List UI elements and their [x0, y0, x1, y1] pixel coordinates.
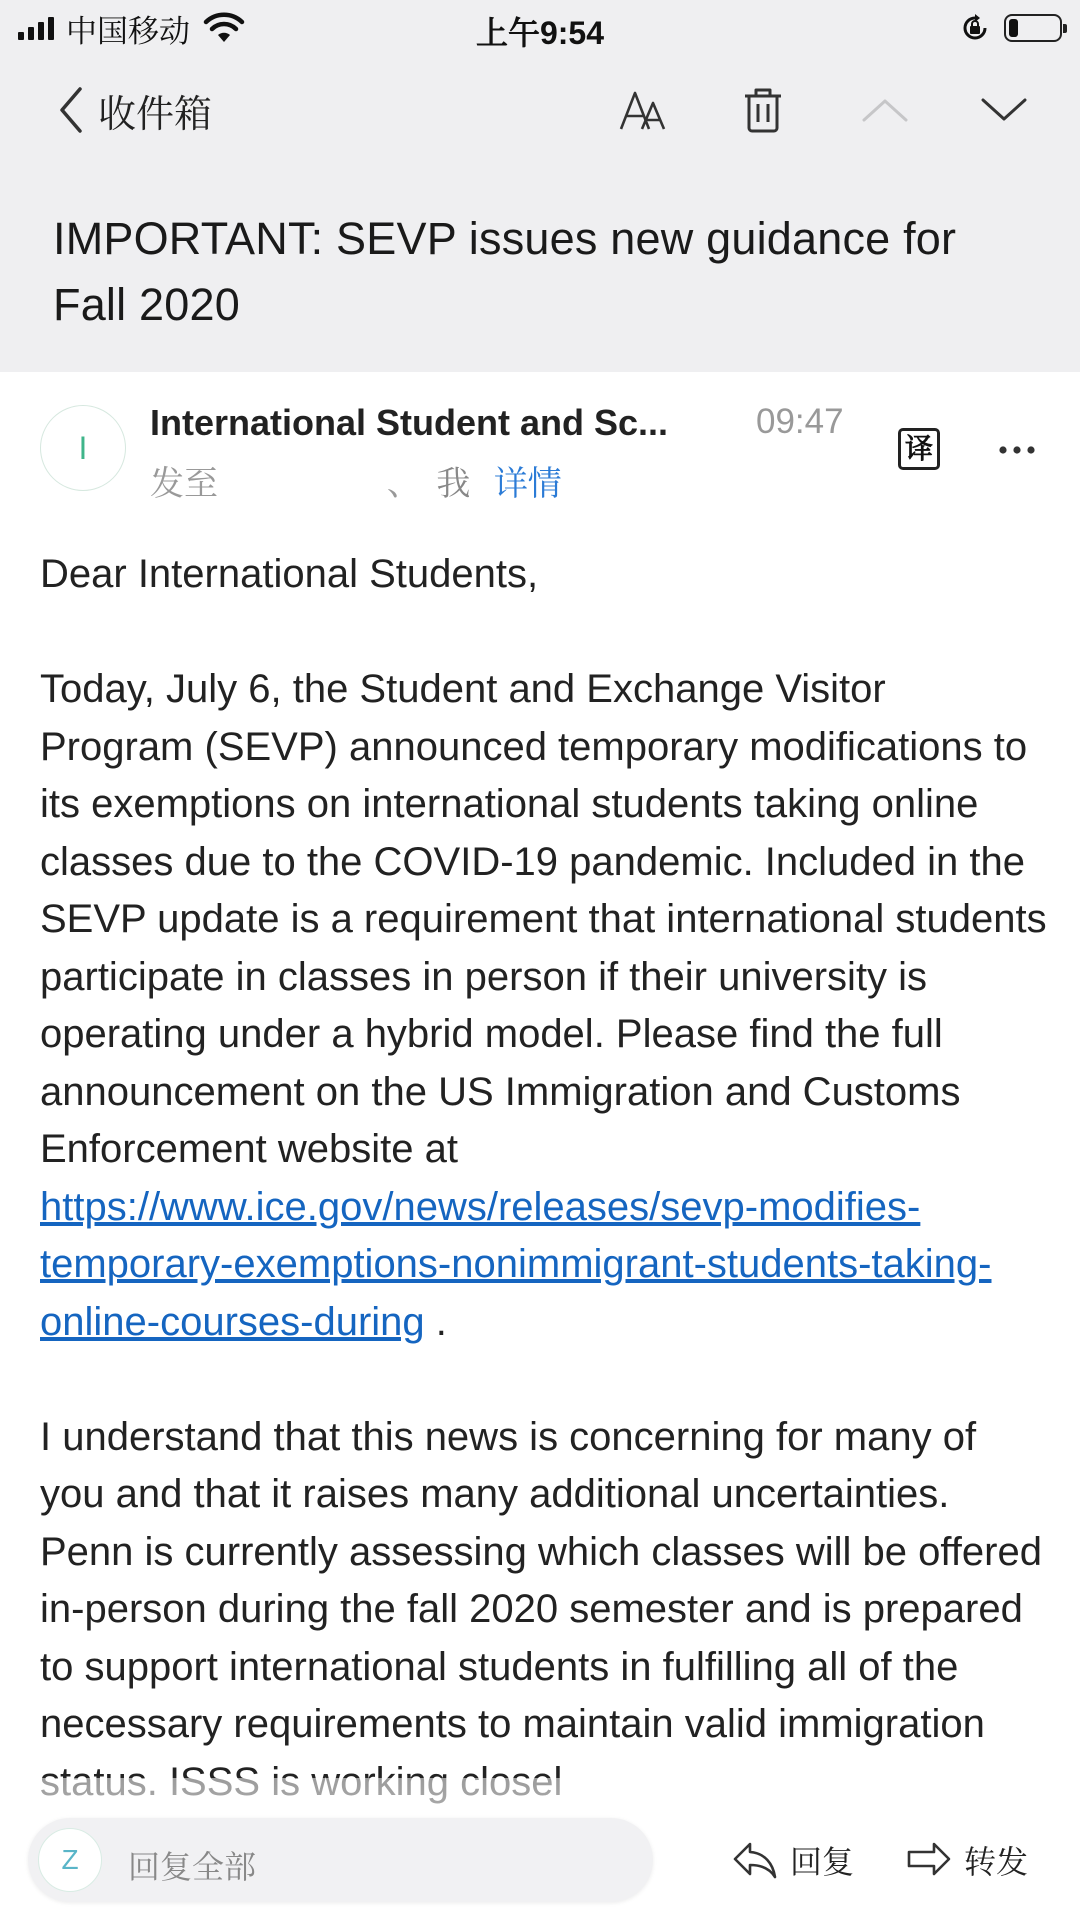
forward-icon	[906, 1840, 952, 1880]
previous-mail-button[interactable]	[855, 80, 915, 140]
email-body	[40, 546, 1050, 1811]
delete-button[interactable]	[733, 80, 793, 140]
status-time: 上午9:54	[475, 15, 605, 51]
orientation-lock-icon	[960, 13, 990, 43]
chevron-down-icon	[979, 95, 1029, 125]
status-bar	[0, 0, 1080, 56]
carrier-name: 中国移动	[66, 13, 190, 49]
details-link[interactable]: 详情	[493, 465, 562, 503]
reply-button[interactable]	[732, 1832, 854, 1888]
battery-level	[1009, 19, 1018, 37]
forward-label: 转发	[964, 1844, 1029, 1880]
reply-icon	[732, 1840, 778, 1880]
sender-avatar-initial: I	[78, 429, 88, 466]
announcement-link[interactable]: https://www.ice.gov/news/releases/sevp-modifies-temporary-exemptions-nonimmigrant-students-taking-online-courses-during	[40, 1184, 992, 1344]
sender-avatar[interactable]	[40, 405, 126, 491]
reply-label: 回复	[790, 1844, 855, 1880]
recipient-me: 我	[436, 465, 471, 503]
next-mail-button[interactable]	[974, 80, 1034, 140]
chevron-left-icon	[56, 85, 84, 135]
recipient-separator: 、	[386, 465, 421, 503]
reply-all-input[interactable]	[28, 1818, 653, 1902]
reply-all-placeholder: 回复全部	[128, 1849, 257, 1885]
paragraph-gap	[40, 1351, 1050, 1409]
link-suffix: .	[424, 1299, 447, 1344]
user-avatar-initial: Z	[61, 1844, 79, 1875]
user-avatar	[38, 1828, 102, 1892]
back-button[interactable]	[56, 80, 212, 140]
paragraph-1-text: Today, July 6, the Student and Exchange Visitor Program (SEVP) announced temporary modifications to its exemptions on international students taking online classes due to the COVID-19 pandemic. Included in the SEVP update is a requirement that international students participate in classes in person if their university is operating under a hybrid model. Please find the full announcement on the US Immigration and Customs Enforcement website at	[40, 667, 1047, 1171]
sender-name[interactable]: International Student and Sc...	[150, 402, 669, 443]
back-label: 收件箱	[98, 93, 213, 136]
status-right	[960, 10, 1062, 46]
to-prefix: 发至	[150, 465, 218, 503]
greeting: Dear International Students,	[40, 552, 539, 596]
forward-button[interactable]	[906, 1832, 1028, 1888]
sent-time: 09:47	[756, 402, 844, 441]
battery-icon	[1004, 14, 1062, 42]
translate-button[interactable]: 译	[898, 428, 940, 470]
body-paragraph-2: I understand that this news is concerning for many of you and that it raises many additional uncertainties. Penn is currently assessing which classes will be offered in-person during the fall 2020 semester and is prepared to support international students in fulfilling all of the necessary requirements to maintain valid immigration	[40, 1414, 1042, 1746]
nav-bar	[0, 70, 1080, 150]
font-size-icon	[618, 87, 668, 133]
trash-icon	[741, 86, 785, 134]
body-paragraph-1	[40, 661, 1050, 1351]
more-options-icon[interactable]	[995, 430, 1039, 470]
font-size-button[interactable]	[613, 80, 673, 140]
recipients-line	[150, 456, 562, 505]
chevron-up-icon	[860, 95, 910, 125]
email-subject: IMPORTANT: SEVP issues new guidance for Fall 2020	[53, 213, 957, 330]
paragraph-gap	[40, 604, 1050, 662]
